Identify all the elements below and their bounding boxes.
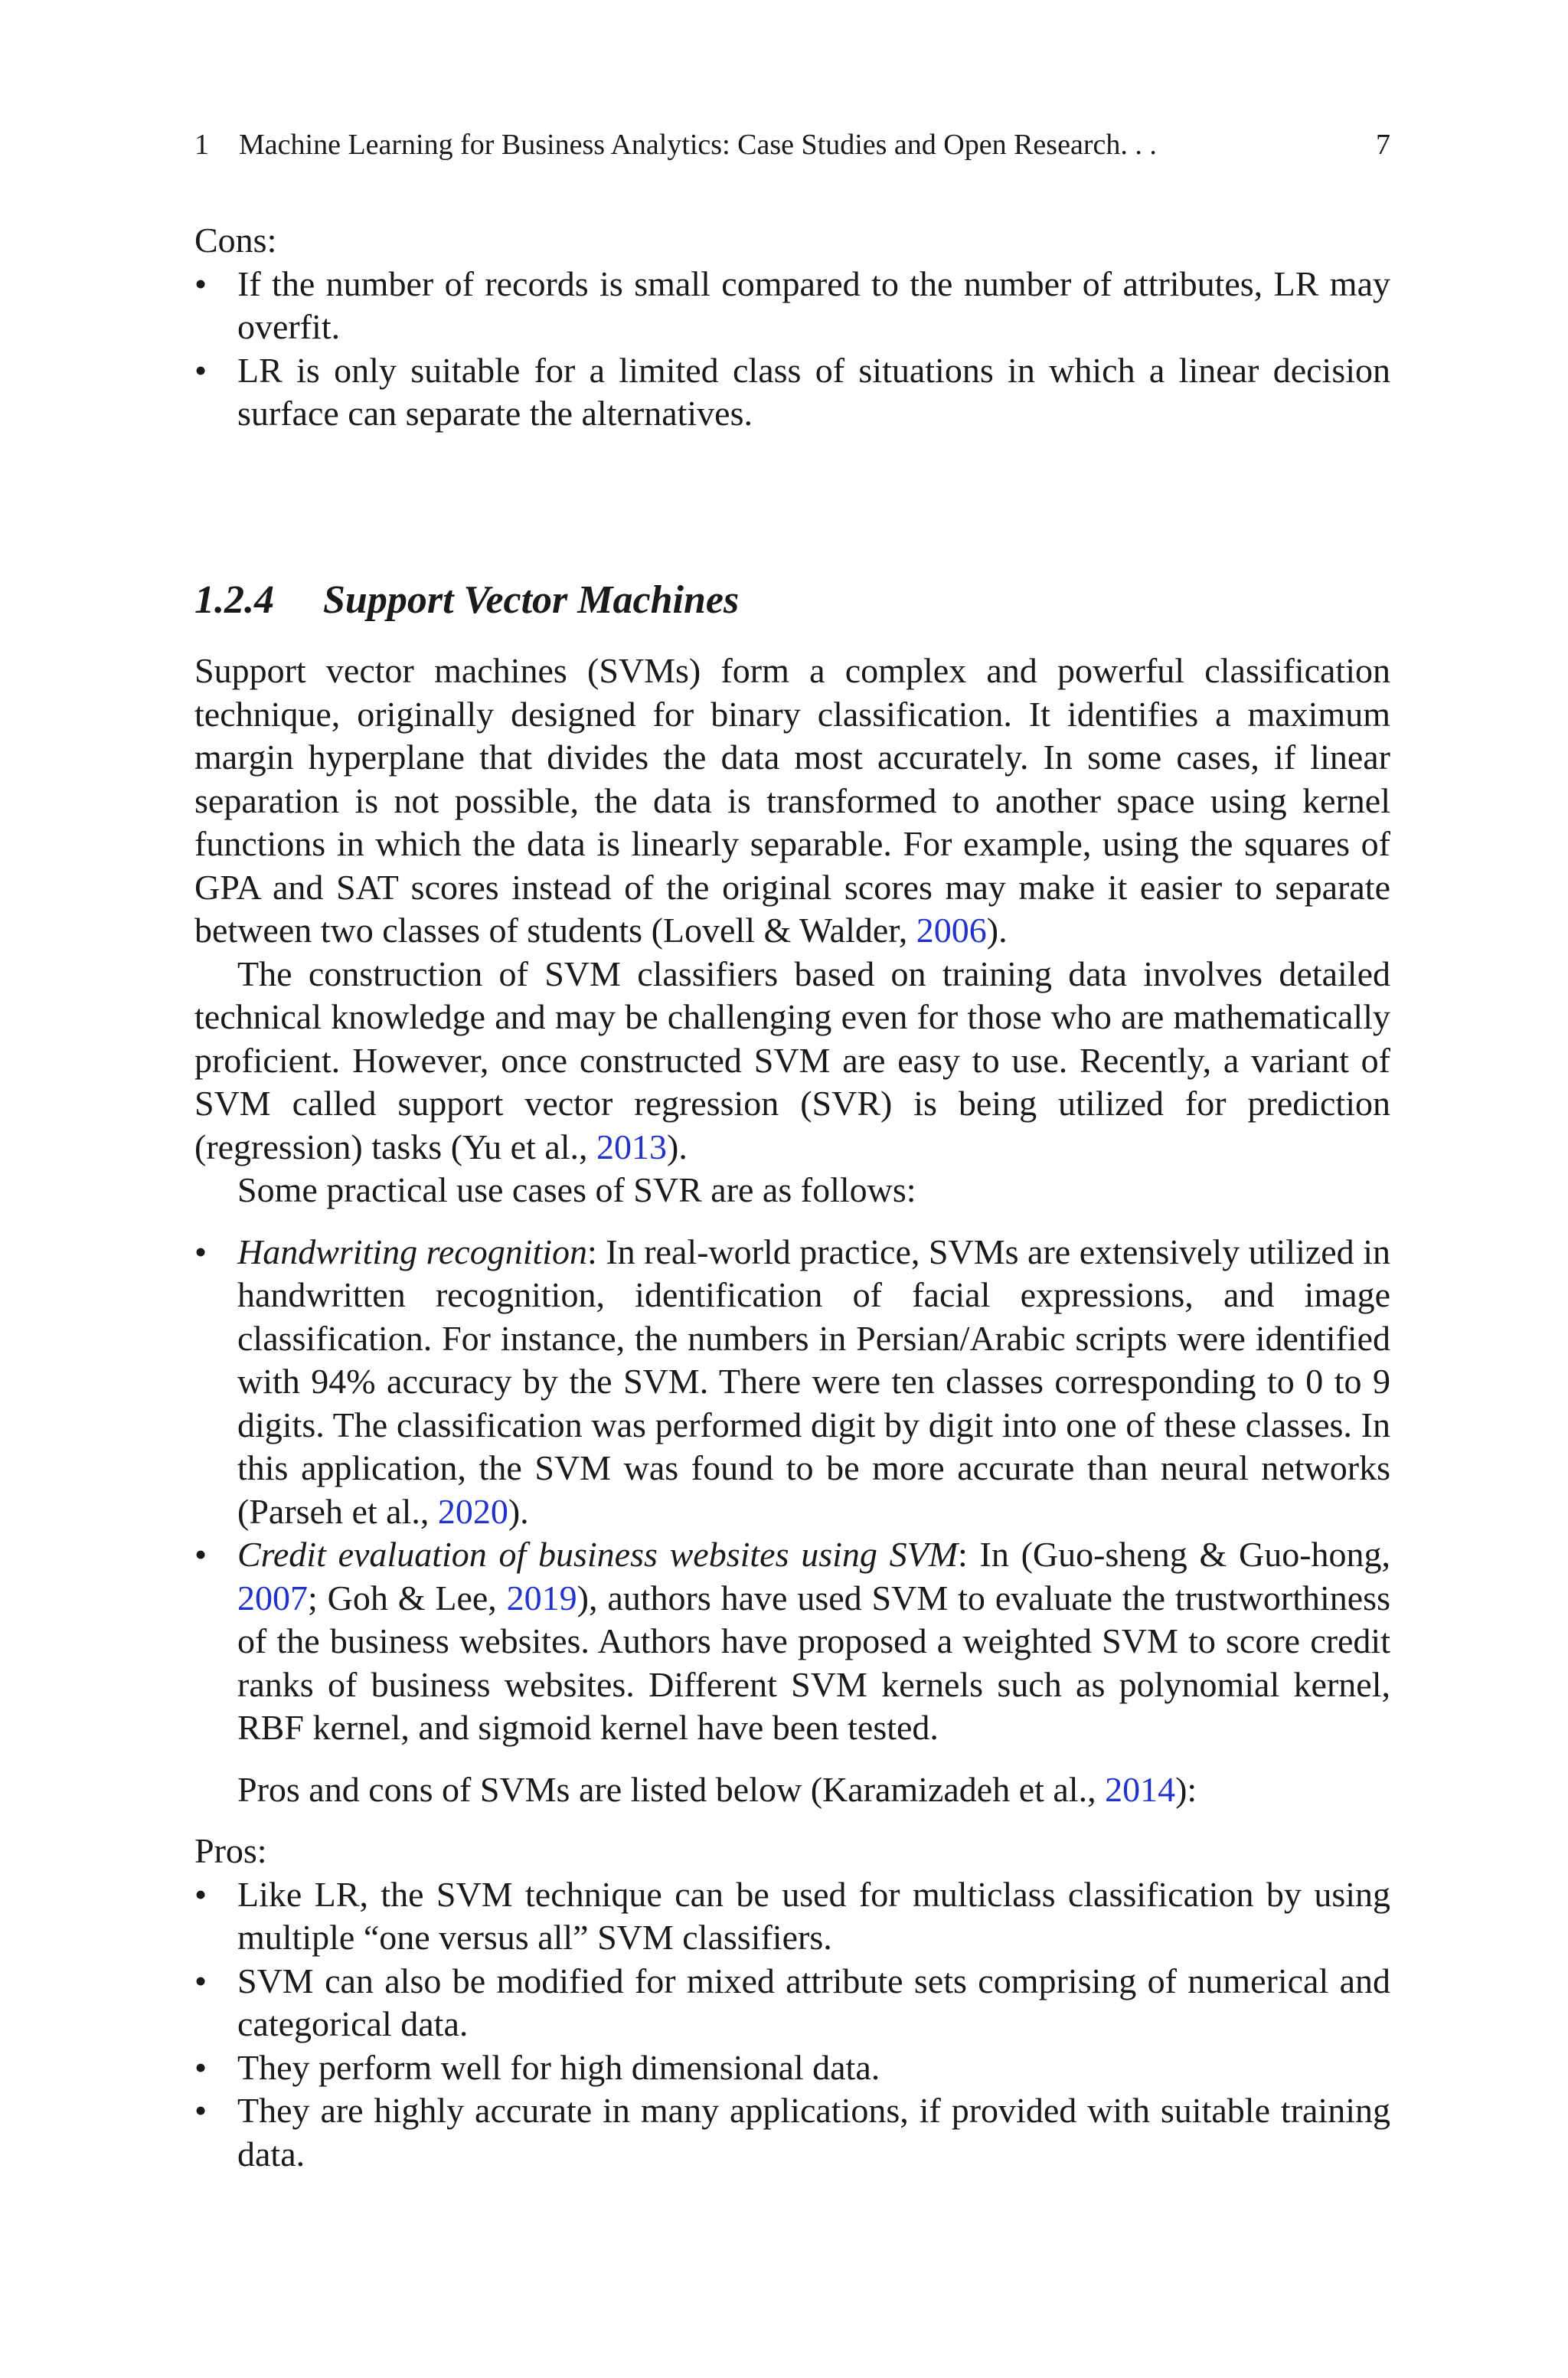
use-case-title: Credit evaluation of business websites using SVM <box>237 1535 959 1574</box>
lr-cons-list <box>194 263 1390 436</box>
pros-label: Pros: <box>194 1831 267 1870</box>
section-title: Support Vector Machines <box>323 578 740 623</box>
chapter-number: 1 <box>194 129 209 161</box>
paragraph-text: The construction of SVM classifiers based on training data involves detailed technical knowledge and may be challenging even for those who are mathematically proficient. However, once constructed SVM are easy to use. Recently, a variant of SVM called support vector regression (SVR) is being utilized for prediction (regression) tasks (Yu et al., <box>194 953 1390 1166</box>
list-item: • Like LR, the SVM technique can be used for multiclass classification by using multiple “one versus all” SVM classifiers. <box>194 1873 1390 1960</box>
paragraph: Some practical use cases of SVR are as follows: <box>237 1170 916 1209</box>
paragraph-text: ): <box>1175 1769 1197 1809</box>
citation-link[interactable]: 2020 <box>437 1491 508 1531</box>
use-case-list <box>194 1231 1390 1750</box>
citation-link[interactable]: 2007 <box>237 1578 308 1617</box>
list-item: • They perform well for high dimensional data. <box>194 2046 1390 2090</box>
use-case-text: : In real-world practice, SVMs are extensively utilized in handwritten recognition, identification of facial expressions, and image classification. For instance, the numbers in Persian/Arabic scripts were identified with 94% accuracy by the SVM. There were ten classes corresponding to 0 to 9 digits. The classification was performed digit by digit into one of these classes. In this application, the SVM was found to be more accurate than neural networks (Parseh et al., <box>237 1232 1390 1531</box>
paragraph <box>194 649 1390 953</box>
list-item: • They are highly accurate in many applications, if provided with suitable training data. <box>194 2089 1390 2176</box>
svm-pros-list <box>194 1873 1390 2177</box>
section-heading <box>194 577 739 624</box>
paragraph <box>194 953 1390 1169</box>
section-number: 1.2.4 <box>194 578 274 623</box>
citation-link[interactable]: 2006 <box>916 911 987 950</box>
paragraph-text: Pros and cons of SVMs are listed below (Karamizadeh et al., <box>237 1769 1106 1809</box>
list-item: • LR is only suitable for a limited class of situations in which a linear decision surface can separate the alternatives. <box>194 349 1390 436</box>
use-case-title: Handwriting recognition <box>237 1232 588 1271</box>
lr-cons-block <box>194 219 1390 436</box>
cons-label: Cons: <box>194 221 277 260</box>
use-case-text: : In (Guo-sheng & Guo-hong, <box>958 1535 1391 1574</box>
svm-pros-block <box>194 1830 1390 2176</box>
list-item <box>194 1533 1390 1750</box>
paragraph <box>194 1768 1390 1812</box>
list-item: • SVM can also be modified for mixed attribute sets comprising of numerical and categorical data. <box>194 1960 1390 2046</box>
paragraph-text: Support vector machines (SVMs) form a complex and powerful classification technique, originally designed for binary classification. It identifies a maximum margin hyperplane that divides the data most accurately. In some cases, if linear separation is not possible, the data is transformed to another space using kernel functions in which the data is linearly separable. For example, using the squares of GPA and SAT scores instead of the original scores may make it easier to separate between two classes of students (Lovell & Walder, <box>194 651 1390 950</box>
chapter-title: Machine Learning for Business Analytics: Case Studies and Open Research. . . <box>239 129 1157 161</box>
citation-link[interactable]: 2013 <box>596 1127 668 1166</box>
paragraph-text: ). <box>986 911 1008 950</box>
use-case-text: ). <box>508 1491 529 1531</box>
list-item: • If the number of records is small compared to the number of attributes, LR may overfit. <box>194 263 1390 349</box>
citation-link[interactable]: 2014 <box>1105 1769 1176 1809</box>
use-case-text: ), authors have used SVM to evaluate the trustworthiness of the business websites. Authors have proposed a weighted SVM to score credit ranks of business websites. Different SVM kernels such as polynomial kernel, RBF kernel, and sigmoid kernel have been tested. <box>237 1578 1390 1747</box>
list-item <box>194 1231 1390 1534</box>
paragraph-text: ). <box>667 1127 688 1166</box>
svm-body <box>194 649 1390 2176</box>
page-number: 7 <box>1376 129 1390 161</box>
use-case-text: ; Goh & Lee, <box>308 1578 507 1617</box>
citation-link[interactable]: 2019 <box>506 1578 577 1617</box>
